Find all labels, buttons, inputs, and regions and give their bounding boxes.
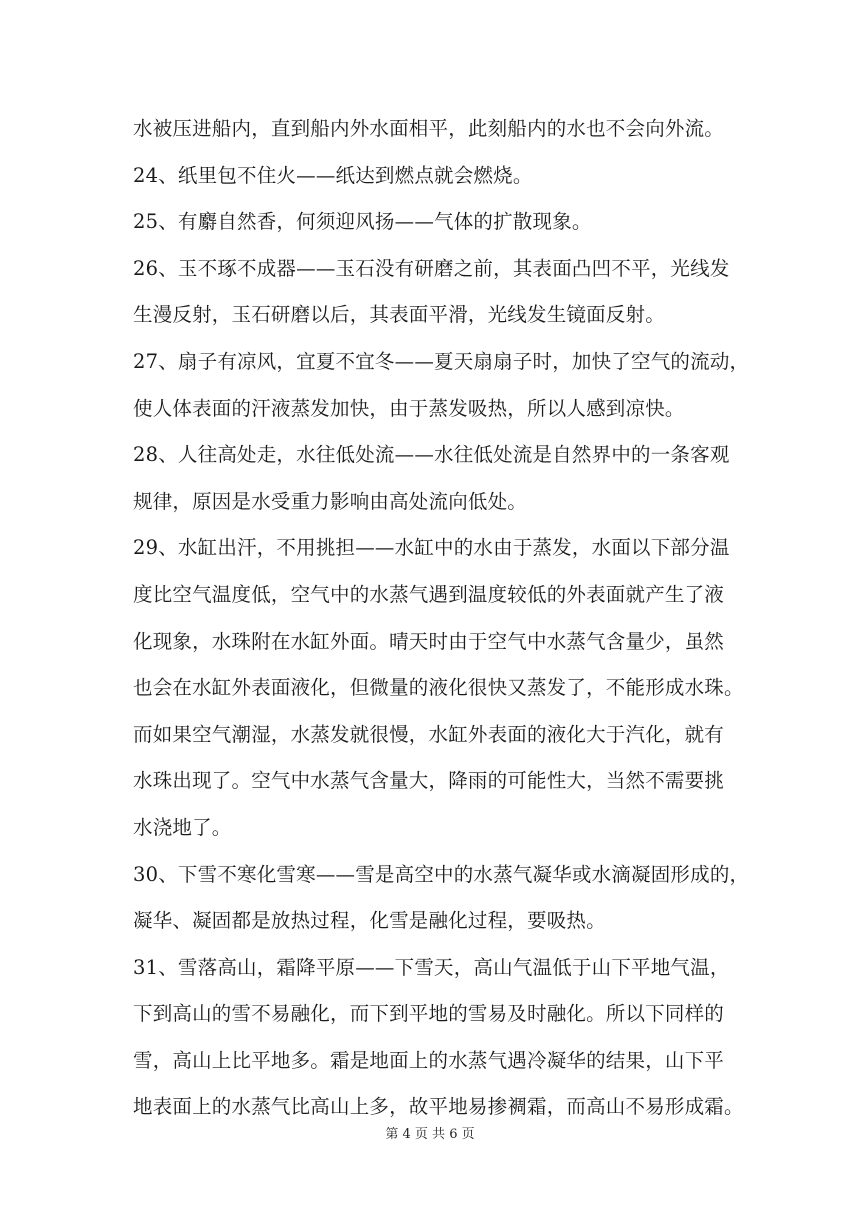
page-number: 第 4 页 共 6 页	[385, 1127, 475, 1142]
text-line: 27、扇子有凉风，宜夏不宜冬——夏天扇扇子时，加快了空气的流动，	[133, 349, 750, 373]
body-text	[133, 106, 750, 1131]
text-line: 31、雪落高山，霜降平原——下雪天，高山气温低于山下平地气温，	[133, 955, 730, 979]
page-footer	[0, 1125, 860, 1145]
text-line: 下到高山的雪不易融化，而下到平地的雪易及时融化。所以下同样的	[133, 1002, 725, 1026]
text-line: 生漫反射，玉石研磨以后，其表面平滑，光线发生镜面反射。	[133, 303, 665, 327]
text-line: 而如果空气潮湿，水蒸发就很慢，水缸外表面的液化大于汽化，就有	[133, 722, 725, 746]
text-line: 也会在水缸外表面液化，但微量的液化很快又蒸发了，不能形成水珠。	[133, 676, 744, 700]
text-line: 28、人往高处走，水往低处流——水往低处流是自然界中的一条客观	[133, 443, 730, 467]
text-line: 规律，原因是水受重力影响由高处流向低处。	[133, 489, 528, 513]
text-line: 雪，高山上比平地多。霜是地面上的水蒸气遇冷凝华的结果，山下平	[133, 1048, 725, 1072]
text-line: 化现象，水珠附在水缸外面。晴天时由于空气中水蒸气含量少，虽然	[133, 629, 725, 653]
text-line: 使人体表面的汗液蒸发加快，由于蒸发吸热，所以人感到凉快。	[133, 396, 685, 420]
text-line: 25、有麝自然香，何须迎风扬——气体的扩散现象。	[133, 210, 592, 234]
text-line: 水浇地了。	[133, 815, 232, 839]
text-line: 30、下雪不寒化雪寒——雪是高空中的水蒸气凝华或水滴凝固形成的，	[133, 862, 750, 886]
text-line: 24、纸里包不住火——纸达到燃点就会燃烧。	[133, 163, 533, 187]
text-line: 度比空气温度低，空气中的水蒸气遇到温度较低的外表面就产生了液	[133, 582, 725, 606]
text-line: 26、玉不琢不成器——玉石没有研磨之前，其表面凸凹不平，光线发	[133, 256, 730, 280]
text-line: 凝华、凝固都是放热过程，化雪是融化过程，要吸热。	[133, 909, 606, 933]
text-line: 水珠出现了。空气中水蒸气含量大，降雨的可能性大，当然不需要挑	[133, 769, 725, 793]
text-line: 地表面上的水蒸气比高山上多，故平地易掺裯霜，而高山不易形成霜。	[133, 1095, 744, 1119]
text-line: 29、水缸出汗，不用挑担——水缸中的水由于蒸发，水面以下部分温	[133, 536, 730, 560]
document-body	[133, 106, 750, 1131]
text-line: 水被压进船内，直到船内外水面相平，此刻船内的水也不会向外流。	[133, 117, 725, 140]
